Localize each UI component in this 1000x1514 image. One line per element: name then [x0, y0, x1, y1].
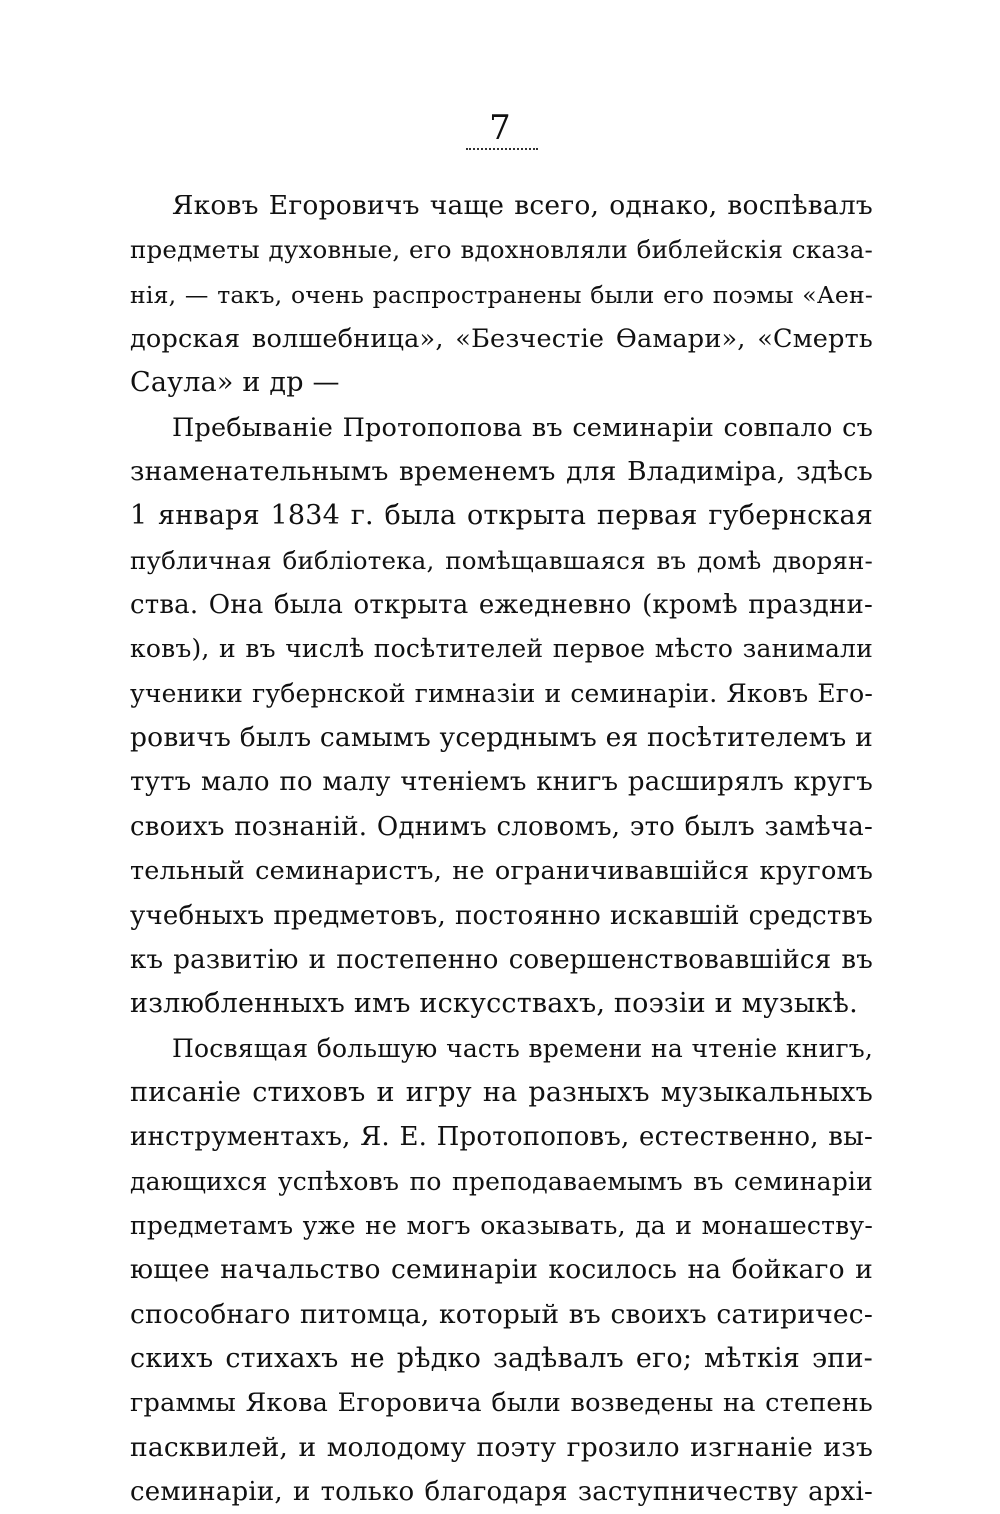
text-line: способнаго питомца, который въ своихъ сатиричес-	[130, 1298, 873, 1330]
text-line: знаменательнымъ временемъ для Владиміра, здѣсь	[130, 456, 873, 488]
text-line: Саула» и др —	[130, 367, 340, 399]
text-line: тельный семинаристъ, не ограничивавшійся кругомъ	[130, 856, 873, 887]
text-line: тутъ мало по малу чтеніемъ книгъ расширялъ кругъ	[130, 767, 873, 798]
text-line: дающихся успѣховъ по преподаваемымъ въ семинаріи	[130, 1166, 873, 1196]
text-line: инструментахъ, Я. Е. Протопоповъ, естественно, вы-	[130, 1122, 873, 1153]
text-line: нія, — такъ, очень распространены были его поэмы «Аен-	[130, 280, 873, 309]
text-line: учебныхъ предметовъ, постоянно искавшій средствъ	[130, 900, 873, 931]
text-line: ковъ), и въ числѣ посѣтителей первое мѣсто занимали	[130, 634, 873, 664]
text-line: граммы Якова Егоровича были возведены на степень	[130, 1388, 873, 1419]
text-line: Яковъ Егоровичъ чаще всего, однако, воспѣвалъ	[172, 190, 873, 221]
text-line: ства. Она была открыта ежедневно (кромѣ праздни-	[130, 590, 873, 621]
text-line: публичная библіотека, помѣщавшаяся въ домѣ дворян-	[130, 545, 873, 575]
page-number: 7	[489, 108, 511, 148]
text-line: дорская волшебница», «Безчестіе Ѳамари», «Смерть	[130, 324, 873, 355]
text-line: ющее начальство семинаріи косилось на бойкаго и	[130, 1254, 873, 1286]
body-text	[130, 184, 873, 1514]
text-line: семинаріи, и только благодаря заступничеству архі-	[130, 1476, 873, 1507]
text-line: Пребываніе Протопопова въ семинаріи совпало съ	[172, 412, 873, 443]
text-line: излюбленныхъ имъ искусствахъ, поэзіи и музыкѣ.	[130, 988, 858, 1020]
text-line: пасквилей, и молодому поэту грозило изгнаніе изъ	[130, 1431, 873, 1463]
text-line: Посвящая большую часть времени на чтеніе книгъ,	[172, 1033, 873, 1063]
text-line: своихъ познаній. Однимъ словомъ, это былъ замѣча-	[130, 811, 873, 842]
text-line: ученики губернской гимназіи и семинаріи. Яковъ Его-	[130, 678, 873, 708]
text-line: писаніе стиховъ и игру на разныхъ музыкальныхъ	[130, 1076, 873, 1108]
text-line: предметамъ уже не могъ оказывать, да и монашеству-	[130, 1210, 873, 1240]
text-line: скихъ стихахъ не рѣдко задѣвалъ его; мѣткія эпи-	[130, 1342, 873, 1374]
text-line: къ развитію и постепенно совершенствовавшійся въ	[130, 944, 873, 975]
page-number-rule	[466, 148, 538, 150]
text-line: ровичъ былъ самымъ усерднымъ ея посѣтителемъ и	[130, 722, 873, 754]
text-line: предметы духовные, его вдохновляли библейскія сказа-	[130, 235, 873, 265]
text-line: 1 января 1834 г. была открыта первая губернская	[130, 500, 873, 532]
